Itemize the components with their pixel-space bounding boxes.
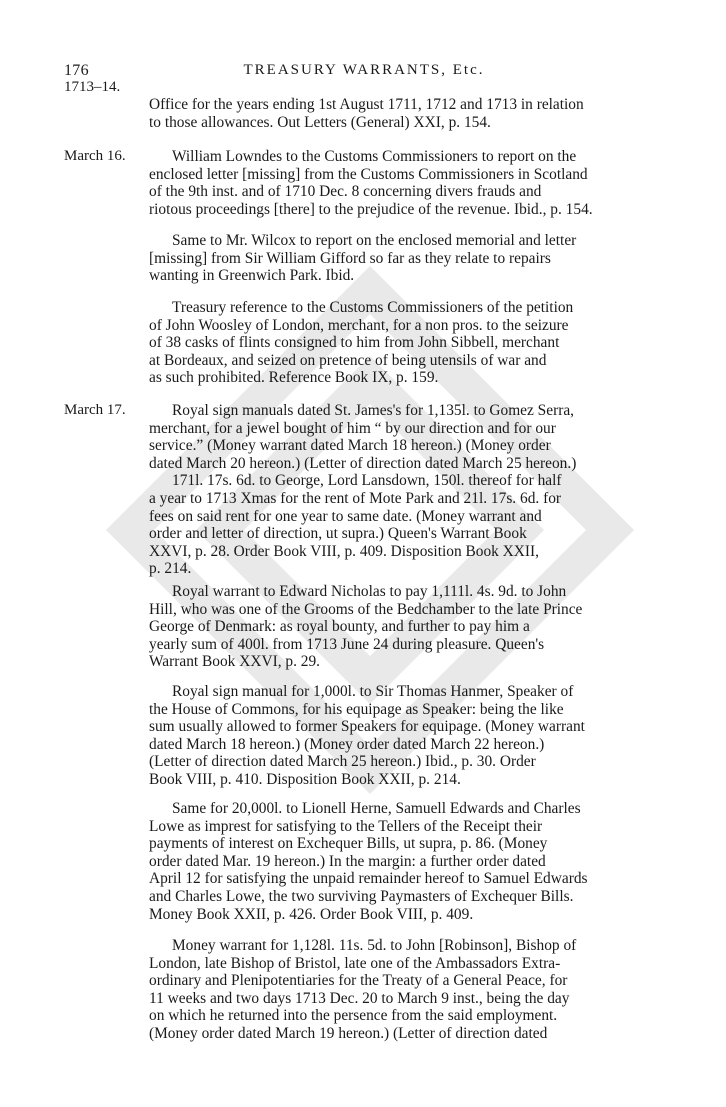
entry-line: to those allowances. Out Letters (General) XXI, p. 154.: [149, 113, 491, 131]
entry-line: Book VIII, p. 410. Disposition Book XXII, p. 214.: [149, 770, 461, 788]
entry-line: dated March 20 hereon.) (Letter of direction dated March 25 hereon.): [149, 454, 577, 472]
entry-0: [149, 96, 655, 131]
entry-1: [149, 148, 654, 218]
entry-line: Office for the years ending 1st August 1711, 1712 and 1713 in relation: [149, 96, 584, 113]
entry-line: April 12 for satisfying the unpaid remainder hereof to Samuel Edwards: [149, 870, 588, 888]
entry-line: of John Woosley of London, merchant, for a non pros. to the seizure: [149, 316, 569, 334]
entry-line: (Letter of direction dated March 25 hereon.) Ibid., p. 30. Order: [149, 753, 536, 771]
entry-line: merchant, for a jewel bought of him “ by our direction and for our: [149, 419, 556, 437]
entry-line: Royal sign manual for 1,000l. to Sir Thomas Hanmer, Speaker of: [172, 683, 574, 700]
entry-line: [missing] from Sir William Gifford so far as they relate to repairs: [149, 249, 551, 267]
entry-line: Money warrant for 1,128l. 11s. 5d. to John [Robinson], Bishop of: [172, 937, 577, 954]
entry-line: Treasury reference to the Customs Commissioners of the petition: [172, 299, 574, 316]
entry-line: Royal warrant to Edward Nicholas to pay 1,111l. 4s. 9d. to John: [172, 583, 567, 600]
entry-line: Same to Mr. Wilcox to report on the enclosed memorial and letter: [172, 232, 577, 249]
entry-line: a year to 1713 Xmas for the rent of Mote Park and 21l. 17s. 6d. for: [149, 489, 562, 507]
entry-line: 171l. 17s. 6d. to George, Lord Lansdown, 150l. thereof for half: [172, 472, 562, 490]
entry-line: order dated Mar. 19 hereon.) In the margin: a further order dated: [149, 852, 546, 870]
entry-line: XXVI, p. 28. Order Book VIII, p. 409. Disposition Book XXII,: [149, 542, 540, 560]
page-number: 176: [64, 62, 89, 79]
entry-line: the House of Commons, for his equipage as Speaker: being the like: [149, 700, 564, 718]
entry-line: yearly sum of 400l. from 1713 June 24 during pleasure. Queen's: [149, 635, 545, 653]
entry-line: riotous proceedings [there] to the prejudice of the revenue. Ibid., p. 154.: [149, 200, 593, 218]
margin-date-march-17: March 17.: [64, 402, 126, 418]
running-title: TREASURY WARRANTS, Etc.: [243, 62, 485, 78]
entry-line: ordinary and Plenipotentiaries for the Treaty of a General Peace, for: [149, 972, 568, 990]
entry-line: William Lowndes to the Customs Commissioners to report on the: [172, 148, 577, 165]
entry-line: dated March 18 hereon.) (Money order dated March 22 hereon.): [149, 735, 545, 753]
entry-line: George of Denmark: as royal bounty, and further to pay him a: [149, 618, 530, 636]
entry-line: Money Book XXII, p. 426. Order Book VIII, p. 409.: [149, 905, 474, 923]
entry-line: of 38 casks of flints consigned to him from John Sibbell, merchant: [149, 334, 560, 352]
entry-2: [149, 232, 654, 285]
entry-line: p. 214.: [149, 560, 192, 578]
entry-line: enclosed letter [missing] from the Customs Commissioners in Scotland: [149, 165, 588, 183]
entry-line: Hill, who was one of the Grooms of the Bedchamber to the late Prince: [149, 600, 583, 618]
entry-line: Royal sign manuals dated St. James's for 1,135l. to Gomez Serra,: [172, 402, 575, 419]
entry-5: [149, 583, 654, 671]
entry-line: on which he returned into the persence from the said employment.: [149, 1007, 558, 1025]
entry-4: [149, 402, 654, 578]
entry-line: Lowe as imprest for satisfying to the Tellers of the Receipt their: [149, 817, 543, 835]
entry-line: 11 weeks and two days 1713 Dec. 20 to March 9 inst., being the day: [149, 989, 570, 1007]
entry-line: and Charles Lowe, the two surviving Paymasters of Exchequer Bills.: [149, 887, 574, 905]
entry-line: as such prohibited. Reference Book IX, p. 159.: [149, 369, 439, 387]
margin-years: 1713–14.: [64, 79, 121, 95]
entry-line: service.” (Money warrant dated March 18 hereon.) (Money order: [149, 437, 551, 455]
entry-line: order and letter of direction, ut supra.) Queen's Warrant Book: [149, 525, 527, 543]
entry-line: payments of interest on Exchequer Bills, ut supra, p. 86. (Money: [149, 835, 548, 853]
entry-line: fees on said rent for one year to same date. (Money warrant and: [149, 507, 542, 525]
entry-3: [149, 299, 654, 387]
entry-line: at Bordeaux, and seized on pretence of being utensils of war and: [149, 351, 547, 369]
entry-line: (Money order dated March 19 hereon.) (Letter of direction dated: [149, 1024, 548, 1042]
entry-6: [149, 683, 654, 789]
entry-line: sum usually allowed to former Speakers for equipage. (Money warrant: [149, 718, 585, 736]
entry-7: [149, 800, 654, 923]
entry-line: wanting in Greenwich Park. Ibid.: [149, 267, 355, 285]
entry-line: of the 9th inst. and of 1710 Dec. 8 concerning divers frauds and: [149, 183, 542, 201]
entry-line: Warrant Book XXVI, p. 29.: [149, 653, 321, 671]
margin-date-march-16: March 16.: [64, 148, 126, 164]
entry-line: Same for 20,000l. to Lionell Herne, Samuell Edwards and Charles: [172, 800, 581, 817]
entry-line: London, late Bishop of Bristol, late one of the Ambassadors Extra-: [149, 954, 561, 972]
entry-8: [149, 937, 654, 1043]
